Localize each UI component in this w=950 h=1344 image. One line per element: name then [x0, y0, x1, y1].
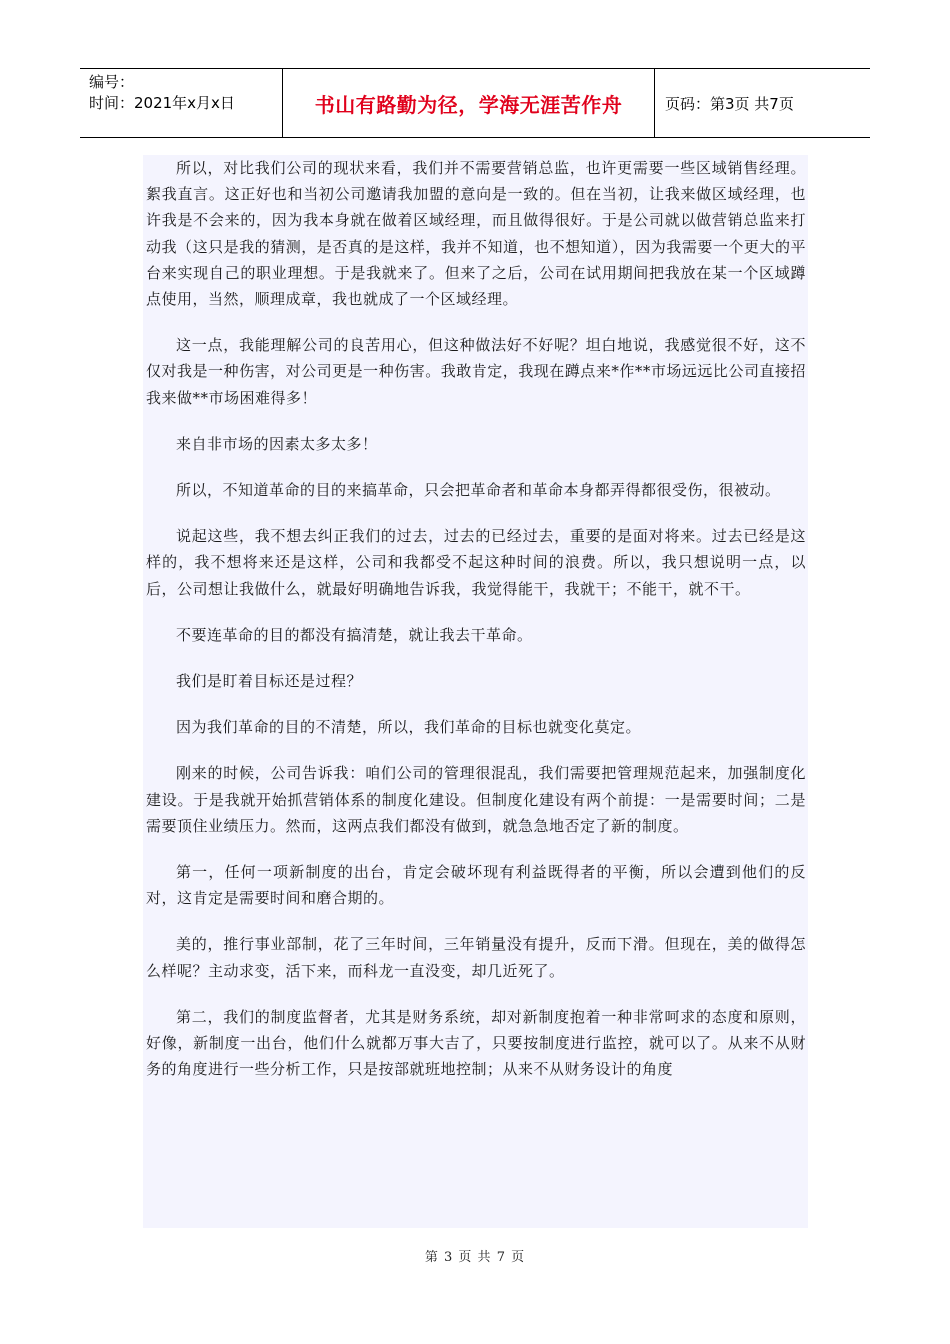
page-footer: 第 3 页 共 7 页 [424, 1250, 526, 1265]
paragraph-9: 刚来的时候，公司告诉我：咱们公司的管理很混乱，我们需要把管理规范起来，加强制度化建设。于是我就开始抓营销体系的制度化建设。但制度化建设有两个前提：一是需要时间；二是需要顶住业绩压力。然而，这两点我们都没有做到，就急急地否定了新的制度。 [146, 764, 806, 835]
paragraph-3: 来自非市场的因素太多太多！ [176, 434, 378, 453]
paragraph-5: 说起这些，我不想去纠正我们的过去，过去的已经过去，重要的是面对将来。过去已经是这样的，我不想将来还是这样，公司和我都受不起这种时间的浪费。所以，我只想说明一点，以后，公司想让我做什么，就最好明确地告诉我，我觉得能干，我就干；不能干，就不干。 [146, 527, 806, 598]
paragraph-2: 这一点，我能理解公司的良苦用心，但这种做法好不好呢？坦白地说，我感觉很不好，这不仅对我是一种伤害，对公司更是一种伤害。我敢肯定，我现在蹲点来*作**市场远远比公司直接招我来做**市场困难得多！ [146, 336, 806, 407]
paragraph-11: 美的，推行事业部制，花了三年时间，三年销量没有提升，反而下滑。但现在，美的做得怎么样呢？主动求变，活下来，而科龙一直没变，却几近死了。 [146, 935, 806, 980]
number-label: 编号： [89, 73, 135, 91]
document-body [143, 155, 808, 1228]
paragraph-12: 第二，我们的制度监督者，尤其是财务系统，却对新制度抱着一种非常呵求的态度和原则，好像，新制度一出台，他们什么就都万事大吉了，只要按制度进行监控，就可以了。从来不从财务的角度进行一些分析工作，只是按部就班地控制；从来不从财务设计的角度 [146, 1007, 806, 1079]
header-page-code: 页码：第3页 共7页 [665, 94, 794, 113]
paragraph-4: 所以，不知道革命的目的来搞革命，只会把革命者和革命本身都弄得都很受伤，很被动。 [176, 481, 781, 500]
paragraph-10: 第一，任何一项新制度的出台，肯定会破坏现有利益既得者的平衡，所以会遭到他们的反对，这肯定是需要时间和磨合期的。 [146, 863, 806, 908]
paragraph-1: 所以，对比我们公司的现状来看，我们并不需要营销总监，也许更需要一些区域销售经理。絮我直言。这正好也和当初公司邀请我加盟的意向是一致的。但在当初，让我来做区域经理，也许我是不会来的，因为我本身就在做着区域经理，而且做得很好。于是公司就以做营销总监来打动我（这只是我的猜测，是否真的是这样，我并不知道，也不想知道），因为我需要一个更大的平台来实现自己的职业理想。于是我就来了。但来了之后，公司在试用期间把我放在某一个区域蹲点使用，当然，顺理成章，我也就成了一个区域经理。 [146, 159, 806, 309]
header-meta [80, 69, 283, 137]
page-header [80, 68, 870, 138]
header-motto: 书山有路勤为径，学海无涯苦作舟 [283, 69, 655, 137]
paragraph-7: 我们是盯着目标还是过程？ [176, 672, 363, 691]
paragraph-8: 因为我们革命的目的不清楚，所以，我们革命的目标也就变化莫定。 [176, 718, 642, 737]
paragraph-6: 不要连革命的目的都没有搞清楚，就让我去干革命。 [176, 625, 533, 644]
time-label: 时间：2021年x月x日 [89, 94, 235, 112]
